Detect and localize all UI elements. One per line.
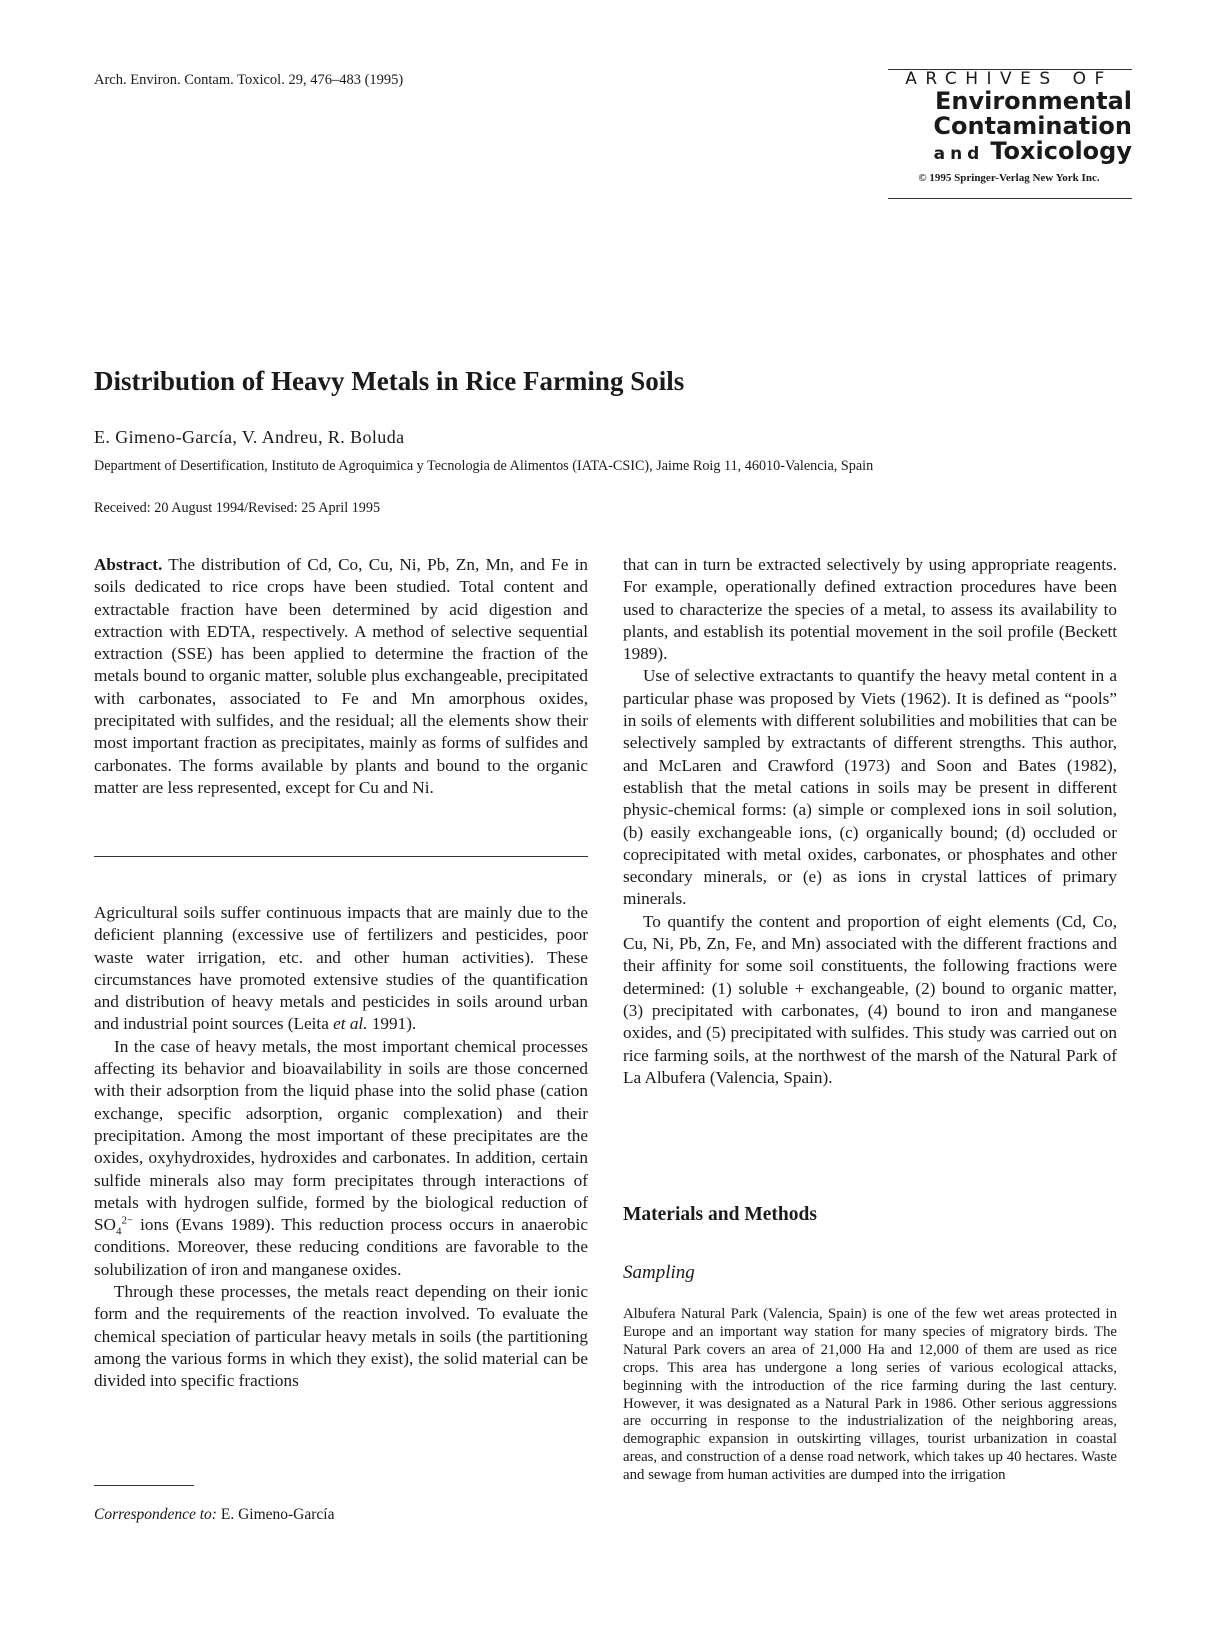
paragraph: Through these processes, the metals react depending on their ionic form and the requirements of the reaction involved. To evaluate the chemical speciation of particular heavy metals in soils (the partitioning among the various forms in which they exist), the solid material can be divided into specific fractions — [94, 1282, 588, 1391]
correspondence-name: E. Gimeno-García — [216, 1506, 335, 1523]
journal-bottom-rule — [888, 198, 1132, 199]
journal-citation: Arch. Environ. Contam. Toxicol. 29, 476–483 (1995) — [94, 72, 404, 88]
journal-name-line2: Contamination — [933, 112, 1132, 140]
paragraph: Agricultural soils suffer continuous impacts that are mainly due to the deficient planning (excessive use of fertilizers and pesticides, poor waste water irrigation, etc. and other human activities). These circumstances have promoted extensive studies of the quantification and distribution of heavy metals and pesticides in soils around urban and industrial point sources (Leita et al. 1991). — [94, 903, 588, 1034]
article-dates: Received: 20 August 1994/Revised: 25 April 1995 — [94, 500, 381, 516]
paragraph: To quantify the content and proportion of eight elements (Cd, Co, Cu, Ni, Pb, Zn, Fe, and Mn) associated with the different fractions and their affinity for some soil constituents, the following fractions were determined: (1) soluble + exchangeable, (2) bound to organic matter, (3) precipitated with carbonates, (4) bound to iron and manganese oxides, and (5) precipitated with sulfides. This study was carried out on rice farming soils, at the northwest of the marsh of the Natural Park of La Albufera (Valencia, Spain). — [623, 911, 1117, 1087]
right-column-body — [623, 554, 1117, 1089]
abstract-label: Abstract. — [94, 555, 163, 574]
subsection-heading: Sampling — [623, 1262, 695, 1283]
article-title: Distribution of Heavy Metals in Rice Farming Soils — [94, 366, 685, 396]
paragraph: that can in turn be extracted selectively by using appropriate reagents. For example, operationally defined extraction procedures have been used to characterize the species of a metal, to assess its availability to plants, and establish its potential movement in the soil profile (Beckett 1989). — [623, 555, 1117, 664]
journal-name-line3: Toxicology — [990, 137, 1132, 165]
footnote-divider — [94, 1485, 194, 1486]
journal-copyright: © 1995 Springer-Verlag New York Inc. — [918, 172, 1100, 184]
journal-name-line3-row — [886, 139, 1132, 167]
abstract — [94, 554, 588, 799]
article-authors: E. Gimeno-García, V. Andreu, R. Boluda — [94, 427, 405, 447]
correspondence-label: Correspondence to: — [94, 1506, 217, 1523]
paragraph: In the case of heavy metals, the most important chemical processes affecting its behavior and bioavailability in soils are those concerned with their adsorption from the liquid phase into the solid phase (cation exchange, specific adsorption, organic complexation) and their precipitation. Among the most important of these precipitates are the oxides, oxyhydroxides, hydroxides and carbonates. In addition, certain sulfide minerals also may form precipitates through interactions of metals with hydrogen sulfide, formed by the biological reduction of $SO_4^{2-}$ ions (Evans 1989). This reduction process occurs in anaerobic conditions. Moreover, these reducing conditions are favorable to the solubilization of iron and manganese oxides. — [94, 1036, 588, 1279]
article-affiliation: Department of Desertification, Instituto de Agroquimica y Tecnologia de Alimentos (IATA-CSIC), Jaime Roig 11, 46010-Valencia, Spain — [94, 458, 874, 474]
journal-archives-of: ARCHIVES OF — [905, 69, 1113, 89]
journal-masthead — [886, 69, 1132, 187]
paragraph: Use of selective extractants to quantify the heavy metal content in a particular phase was proposed by Viets (1962). It is defined as “pools” in soils of elements with different solubilities and mobilities that can be selectively sampled by extractants of different strengths. This author, and McLaren and Crawford (1973) and Soon and Bates (1982), establish that the metal cations in soils may be present in different physic-chemical forms: (a) simple or complexed ions in soil solution, (b) easily exchangeable ions, (c) organically bound; (d) occluded or coprecipitated with metal oxides, carbonates, or phosphates and other secondary minerals, or (e) as ions in crystal lattices of primary minerals. — [623, 666, 1117, 909]
journal-and: and — [933, 144, 985, 164]
sampling-paragraph: Albufera Natural Park (Valencia, Spain) is one of the few wet areas protected in Europe and an important way station for many species of migratory birds. The Natural Park covers an area of 21,000 Ha and 12,000 of them are used as rice crops. This area has undergone a long series of various ecological attacks, beginning with the introduction of the rice farming during the last century. However, it was designated as a Natural Park in 1986. Other serious aggressions are occurring in response to the industrialization of the neighboring areas, demographic expansion in outskirting villages, tourist urbanization in coastal areas, and construction of a dense road network, which takes up 40 hectares. Waste and sewage from human activities are dumped into the irrigation — [623, 1306, 1117, 1484]
abstract-text: The distribution of Cd, Co, Cu, Ni, Pb, Zn, Mn, and Fe in soils dedicated to rice crops have been studied. Total content and extractable fraction have been determined by acid digestion and extraction with EDTA, respectively. A method of selective sequential extraction (SSE) has been applied to determine the fraction of the metals bound to organic matter, soluble plus exchangeable, precipitated with carbonates, associated to Fe and Mn amorphous oxides, precipitated with sulfides, and the residual; all the elements show their most important fraction as precipitates, mainly as forms of sulfides and carbonates. The forms available by plants and bound to the organic matter are less represented, except for Cu and Ni. — [94, 555, 588, 797]
correspondence-footnote — [94, 1506, 334, 1524]
abstract-divider — [94, 856, 588, 857]
left-column-body — [94, 902, 588, 1393]
journal-name-line1: Environmental — [934, 87, 1132, 115]
section-heading: Materials and Methods — [623, 1204, 817, 1225]
